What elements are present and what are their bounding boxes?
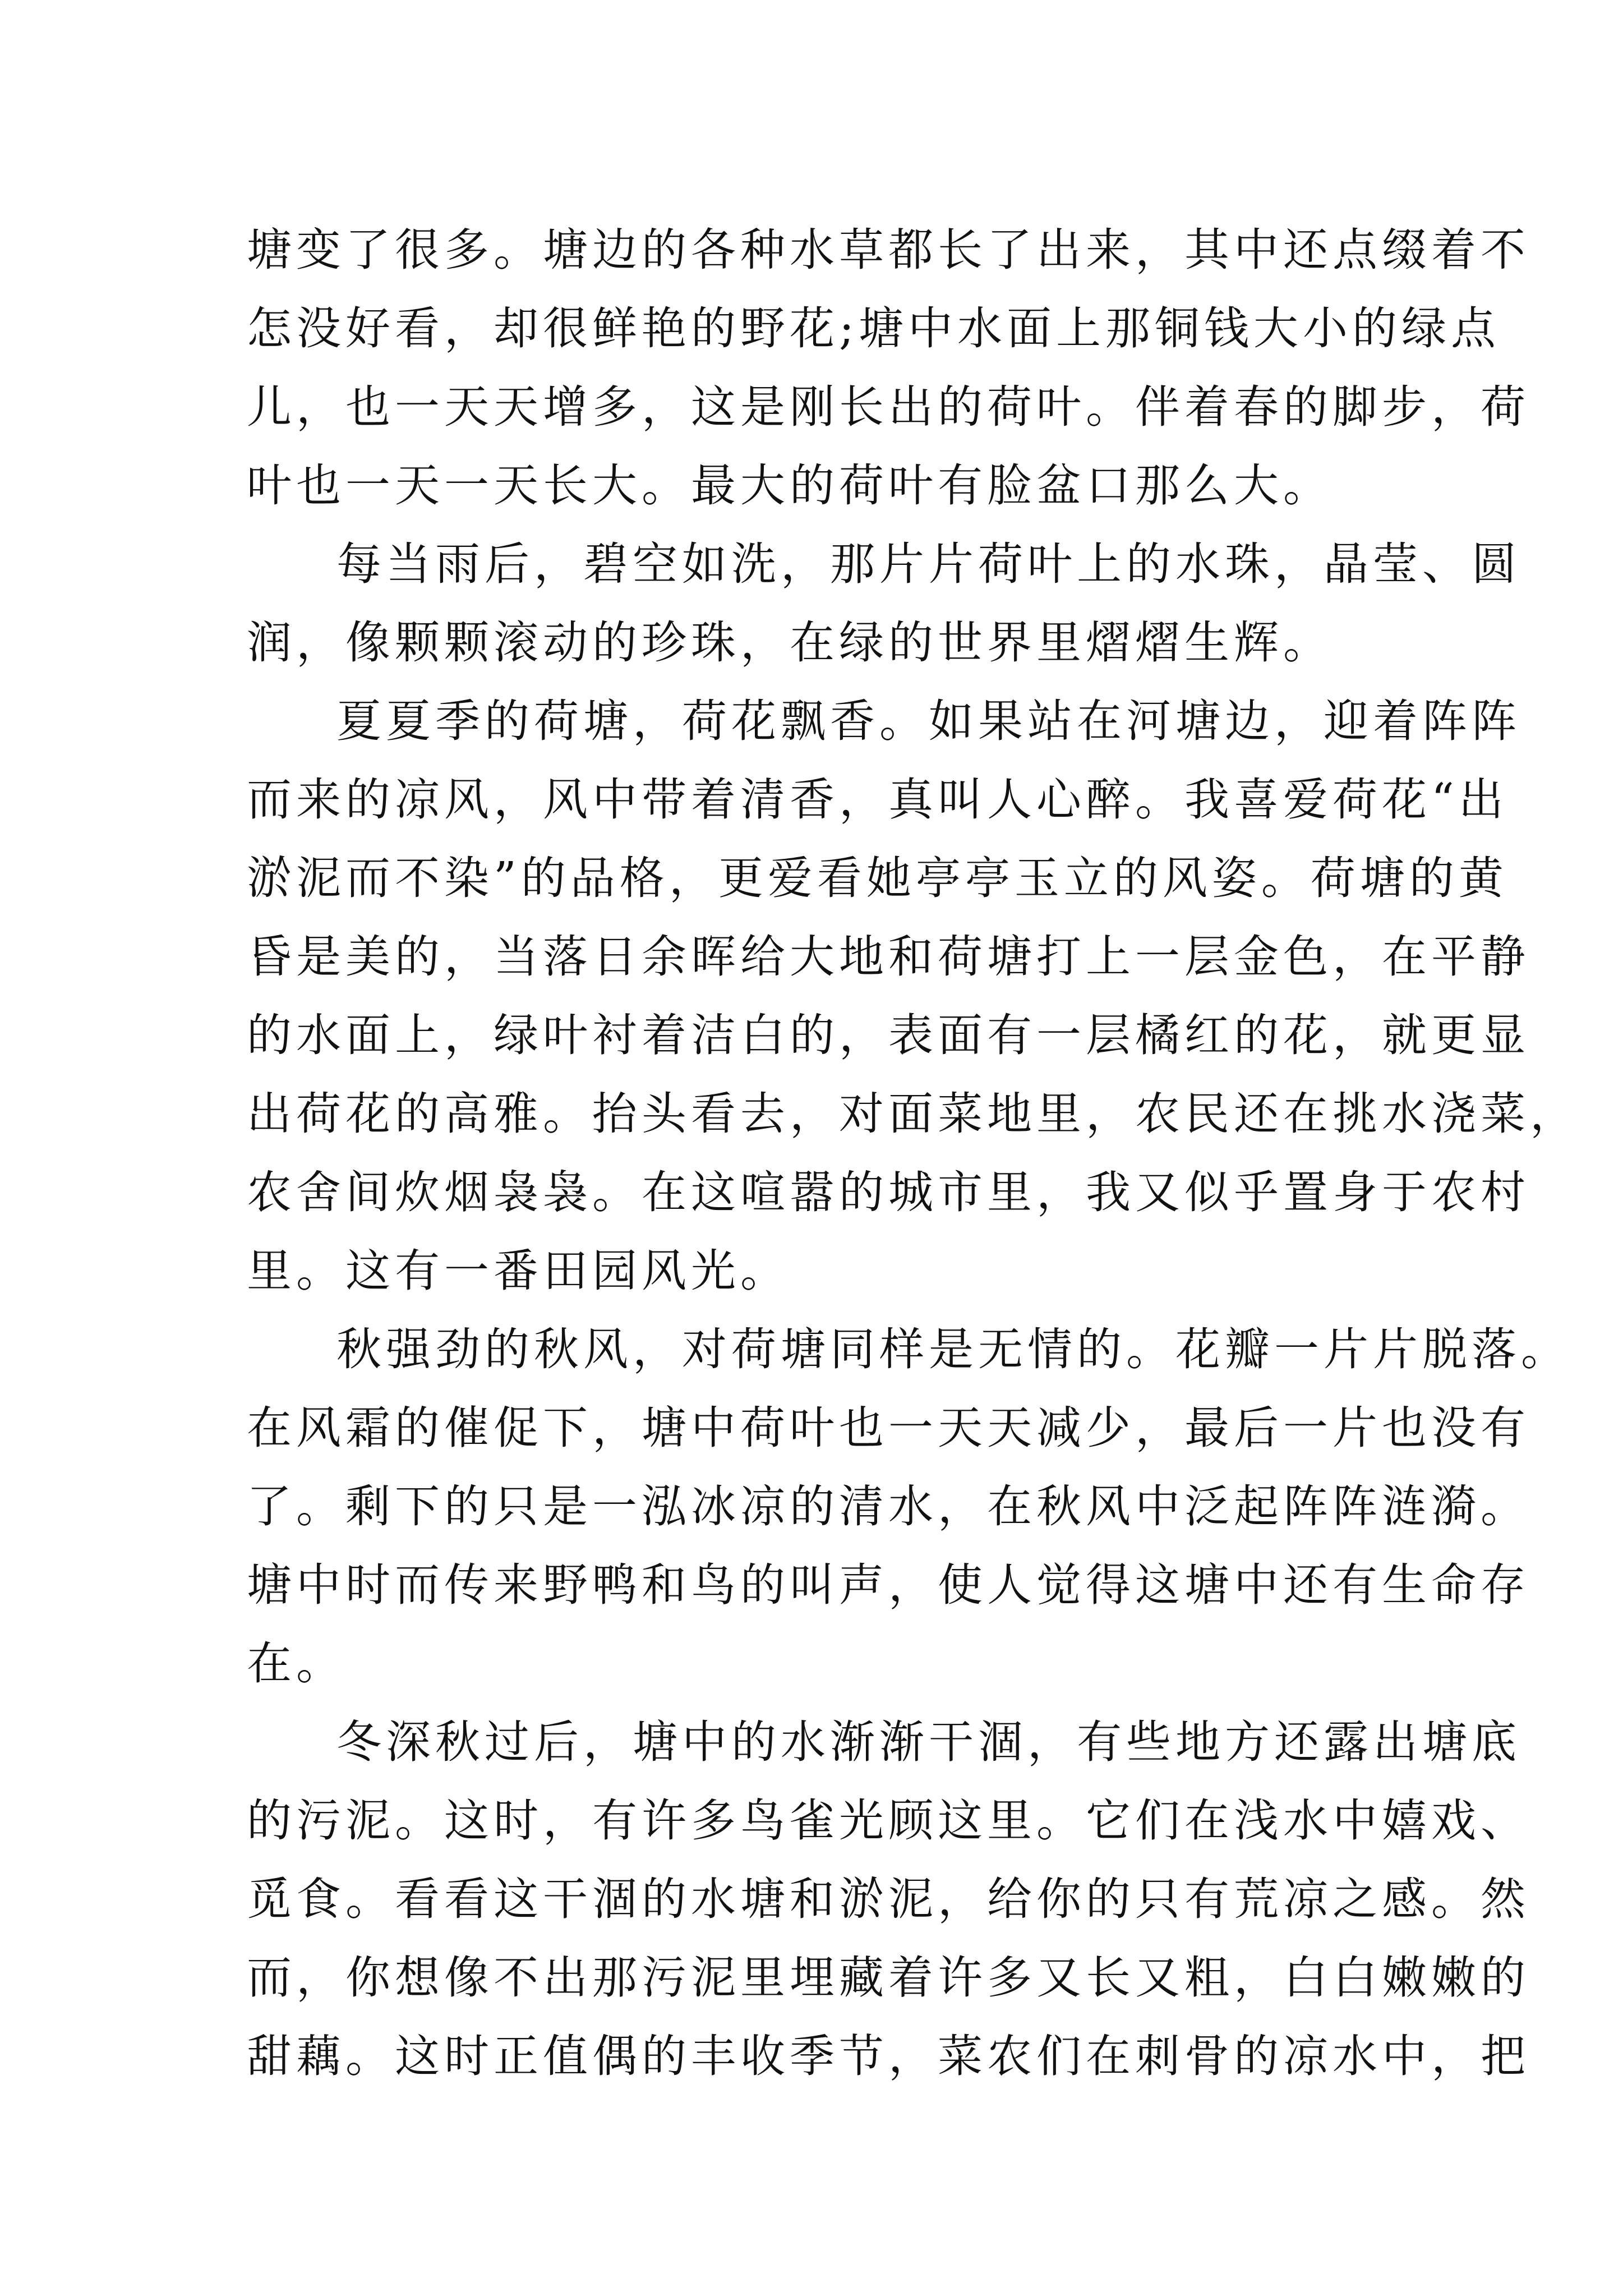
paragraph (247, 525, 1521, 682)
text-line: 儿，也一天天增多，这是刚长出的荷叶。伴着春的脚步，荷 (247, 381, 1530, 433)
text-line: 塘中时而传来野鸭和鸟的叫声，使人觉得这塘中还有生命存 (247, 1559, 1530, 1611)
text-line: 淤泥而不染”的品格，更爱看她亭亭玉立的风姿。荷塘的黄 (247, 852, 1508, 904)
paragraph (247, 682, 1579, 1310)
text-line: 叶也一天一天长大。最大的荷叶有脸盆口那么大。 (247, 459, 1332, 512)
paragraph (247, 1703, 1530, 2096)
text-line: 出荷花的高雅。抬头看去，对面菜地里，农民还在挑水浇菜， (247, 1088, 1579, 1140)
text-line: 农舍间炊烟袅袅。在这喧嚣的城市里，我又似乎置身于农村 (247, 1166, 1530, 1218)
text-line: 了。剩下的只是一泓冰凉的清水，在秋风中泛起阵阵涟漪。 (247, 1480, 1530, 1533)
text-line: 的水面上，绿叶衬着洁白的，表面有一层橘红的花，就更显 (247, 1009, 1530, 1061)
text-line: 怎没好看，却很鲜艳的野花;塘中水面上那铜钱大小的绿点 (247, 302, 1500, 355)
text-line: 在风霜的催促下，塘中荷叶也一天天减少，最后一片也没有 (247, 1402, 1530, 1454)
text-line: 甜藕。这时正值偶的丰收季节，菜农们在刺骨的凉水中，把 (247, 2030, 1530, 2082)
text-line: 每当雨后，碧空如洗，那片片荷叶上的水珠，晶莹、圆 (336, 538, 1521, 590)
paragraph (247, 211, 1530, 525)
text-line: 而，你想像不出那污泥里埋藏着许多又长又粗，白白嫩嫩的 (247, 1952, 1530, 2004)
text-line: 而来的凉风，风中带着清香，真叫人心醉。我喜爱荷花“出 (247, 774, 1508, 826)
text-line: 昏是美的，当落日余晖给大地和荷塘打上一层金色，在平静 (247, 931, 1530, 983)
text-line: 夏夏季的荷塘，荷花飘香。如果站在河塘边，迎着阵阵 (336, 695, 1521, 747)
text-line: 里。这有一番田园风光。 (247, 1245, 790, 1297)
paragraph (247, 1310, 1570, 1703)
text-line: 秋强劲的秋风，对荷塘同样是无情的。花瓣一片片脱落。 (336, 1323, 1570, 1375)
text-line: 觅食。看看这干涸的水塘和淤泥，给你的只有荒凉之感。然 (247, 1873, 1530, 1925)
text-line: 润，像颗颗滚动的珍珠，在绿的世界里熠熠生辉。 (247, 616, 1332, 669)
body-text (247, 211, 1579, 2096)
text-line: 塘变了很多。塘边的各种水草都长了出来，其中还点缀着不 (247, 224, 1530, 276)
text-line: 冬深秋过后，塘中的水渐渐干涸，有些地方还露出塘底 (336, 1716, 1521, 1768)
text-line: 在。 (247, 1637, 345, 1690)
text-line: 的污泥。这时，有许多鸟雀光顾这里。它们在浅水中嬉戏、 (247, 1795, 1530, 1847)
